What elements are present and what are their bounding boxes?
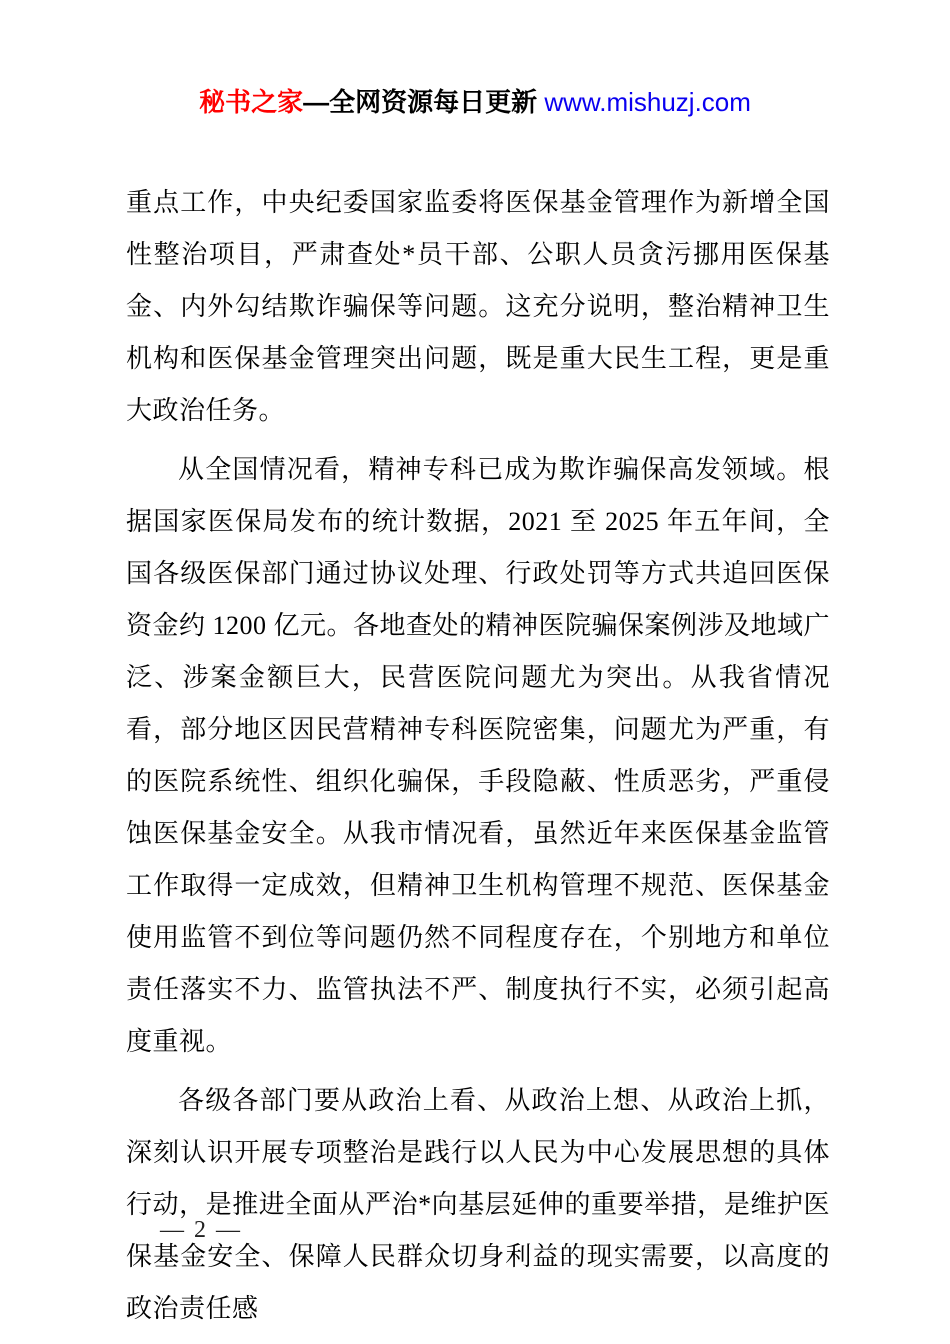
paragraph-political-requirements: 各级各部门要从政治上看、从政治上想、从政治上抓，深刻认识开展专项整治是践行以人民为中心发展思想的具体行动，是推进全面从严治*向基层延伸的重要举措，是维护医保基金安全、保障人民群众切身利益的现实需要，以高度的政治责任感: [126, 1086, 830, 1323]
paragraph-continuation: 重点工作，中央纪委国家监委将医保基金管理作为新增全国性整治项目，严肃查处*员干部、公职人员贪污挪用医保基金、内外勾结欺诈骗保等问题。这充分说明，整治精神卫生机构和医保基金管理突出问题，既是重大民生工程，更是重大政治任务。: [126, 188, 830, 425]
site-brand: 秘书之家: [199, 87, 304, 117]
page-header: [0, 82, 950, 122]
page-number: — 2 —: [160, 1217, 242, 1243]
paragraph-national-situation: 从全国情况看，精神专科已成为欺诈骗保高发领域。根据国家医保局发布的统计数据，2021 至 2025 年五年间，全国各级医保部门通过协议处理、行政处罚等方式共追回医保资金约 1200 亿元。各地查处的精神医院骗保案例涉及地域广泛、涉案金额巨大，民营医院问题尤为突出。从我省情况看，部分地区因民营精神专科医院密集，问题尤为严重，有的医院系统性、组织化骗保，手段隐蔽、性质恶劣，严重侵蚀医保基金安全。从我市情况看，虽然近年来医保基金监管工作取得一定成效，但精神卫生机构管理不规范、医保基金使用监管不到位等问题仍然不同程度存在，个别地方和单位责任落实不力、监管执法不严、制度执行不实，必须引起高度重视。: [126, 455, 831, 1056]
document-body: [126, 177, 830, 1342]
site-url: www.mishuzj.com: [544, 87, 751, 117]
site-tagline: —全网资源每日更新: [303, 87, 545, 117]
